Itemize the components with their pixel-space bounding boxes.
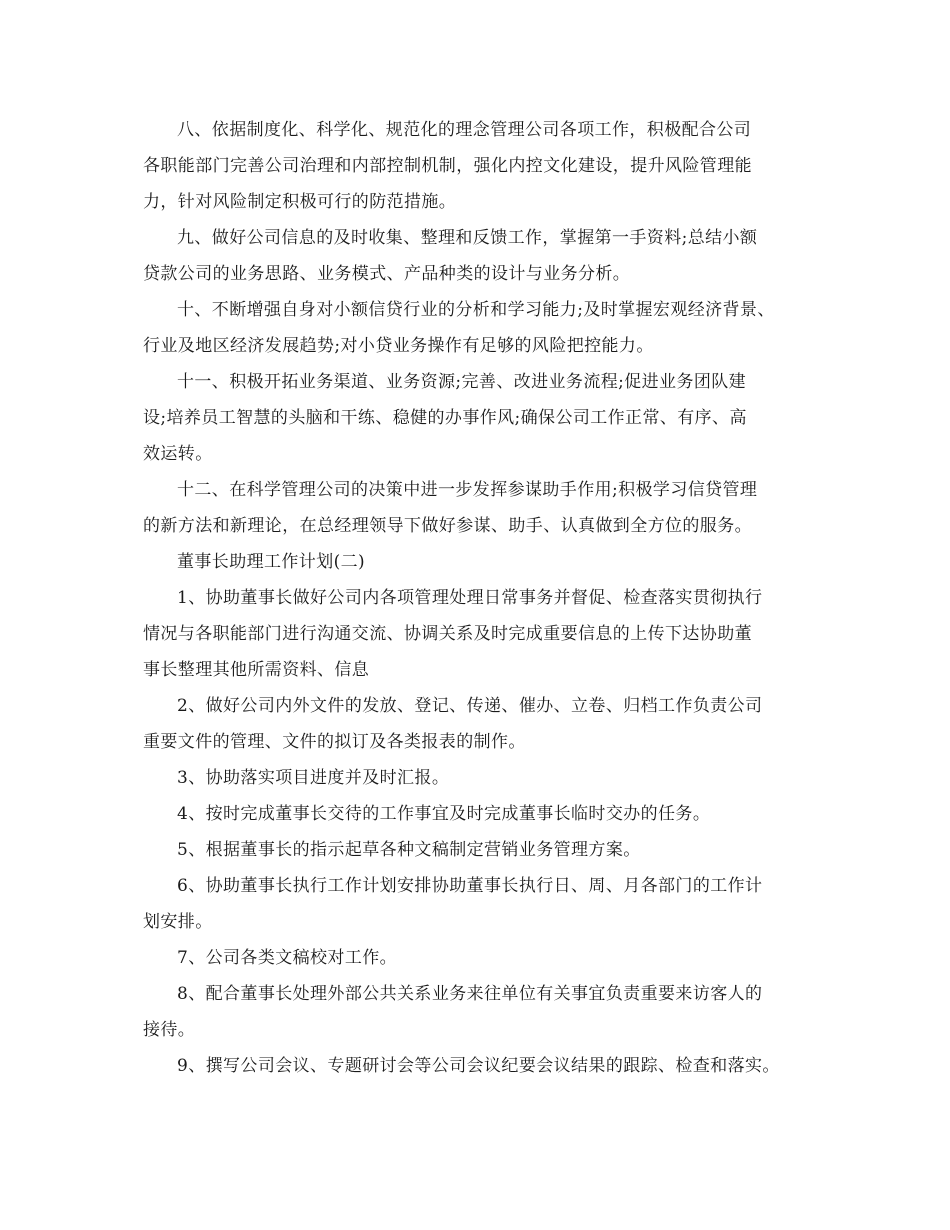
paragraph-line: 十一、积极开拓业务渠道、业务资源;完善、改进业务流程;促进业务团队建: [177, 372, 747, 392]
paragraph-line: 6、协助董事长执行工作计划安排协助董事长执行日、周、月各部门的工作计: [177, 876, 763, 896]
paragraph-line: 5、根据董事长的指示起草各种文稿制定营销业务管理方案。: [177, 840, 641, 860]
paragraph-line: 9、撰写公司会议、专题研讨会等公司会议纪要会议结果的跟踪、检查和落实。: [177, 1056, 780, 1076]
paragraph-line: 力，针对风险制定积极可行的防范措施。: [143, 192, 457, 212]
paragraph-line: 2、做好公司内外文件的发放、登记、传递、催办、立卷、归档工作负责公司: [177, 696, 763, 716]
paragraph-line: 的新方法和新理论，在总经理领导下做好参谋、助手、认真做到全方位的服务。: [143, 516, 752, 536]
paragraph-line: 7、公司各类文稿校对工作。: [177, 948, 398, 968]
paragraph-line: 八、依据制度化、科学化、规范化的理念管理公司各项工作，积极配合公司: [177, 120, 752, 140]
document-body: [143, 112, 823, 1084]
paragraph-line: 重要文件的管理、文件的拟订及各类报表的制作。: [143, 732, 526, 752]
paragraph-line: 效运转。: [143, 444, 213, 464]
paragraph-line: 8、配合董事长处理外部公共关系业务来往单位有关事宜负责重要来访客人的: [177, 984, 763, 1004]
paragraph-line: 行业及地区经济发展趋势;对小贷业务操作有足够的风险把控能力。: [143, 336, 654, 356]
paragraph-line: 十二、在科学管理公司的决策中进一步发挥参谋助手作用;积极学习信贷管理: [177, 480, 758, 500]
paragraph-line: 划安排。: [143, 912, 213, 932]
paragraph-line: 接待。: [143, 1020, 196, 1040]
section-heading: 董事长助理工作计划(二): [177, 552, 366, 572]
paragraph-line: 设;培养员工智慧的头脑和干练、稳健的办事作风;确保公司工作正常、有序、高: [143, 408, 747, 428]
paragraph-line: 贷款公司的业务思路、业务模式、产品种类的设计与业务分析。: [143, 264, 631, 284]
paragraph-line: 情况与各职能部门进行沟通交流、协调关系及时完成重要信息的上传下达协助董: [143, 624, 752, 644]
paragraph-line: 3、协助落实项目进度并及时汇报。: [177, 768, 450, 788]
paragraph-line: 1、协助董事长做好公司内各项管理处理日常事务并督促、检查落实贯彻执行: [177, 588, 763, 608]
paragraph-line: 事长整理其他所需资料、信息: [143, 660, 370, 680]
paragraph-line: 各职能部门完善公司治理和内部控制机制，强化内控文化建设，提升风险管理能: [143, 156, 752, 176]
paragraph-line: 九、做好公司信息的及时收集、整理和反馈工作，掌握第一手资料;总结小额: [177, 228, 758, 248]
paragraph-line: 4、按时完成董事长交待的工作事宜及时完成董事长临时交办的任务。: [177, 804, 711, 824]
paragraph-line: 十、不断增强自身对小额信贷行业的分析和学习能力;及时掌握宏观经济背景、: [177, 300, 775, 320]
